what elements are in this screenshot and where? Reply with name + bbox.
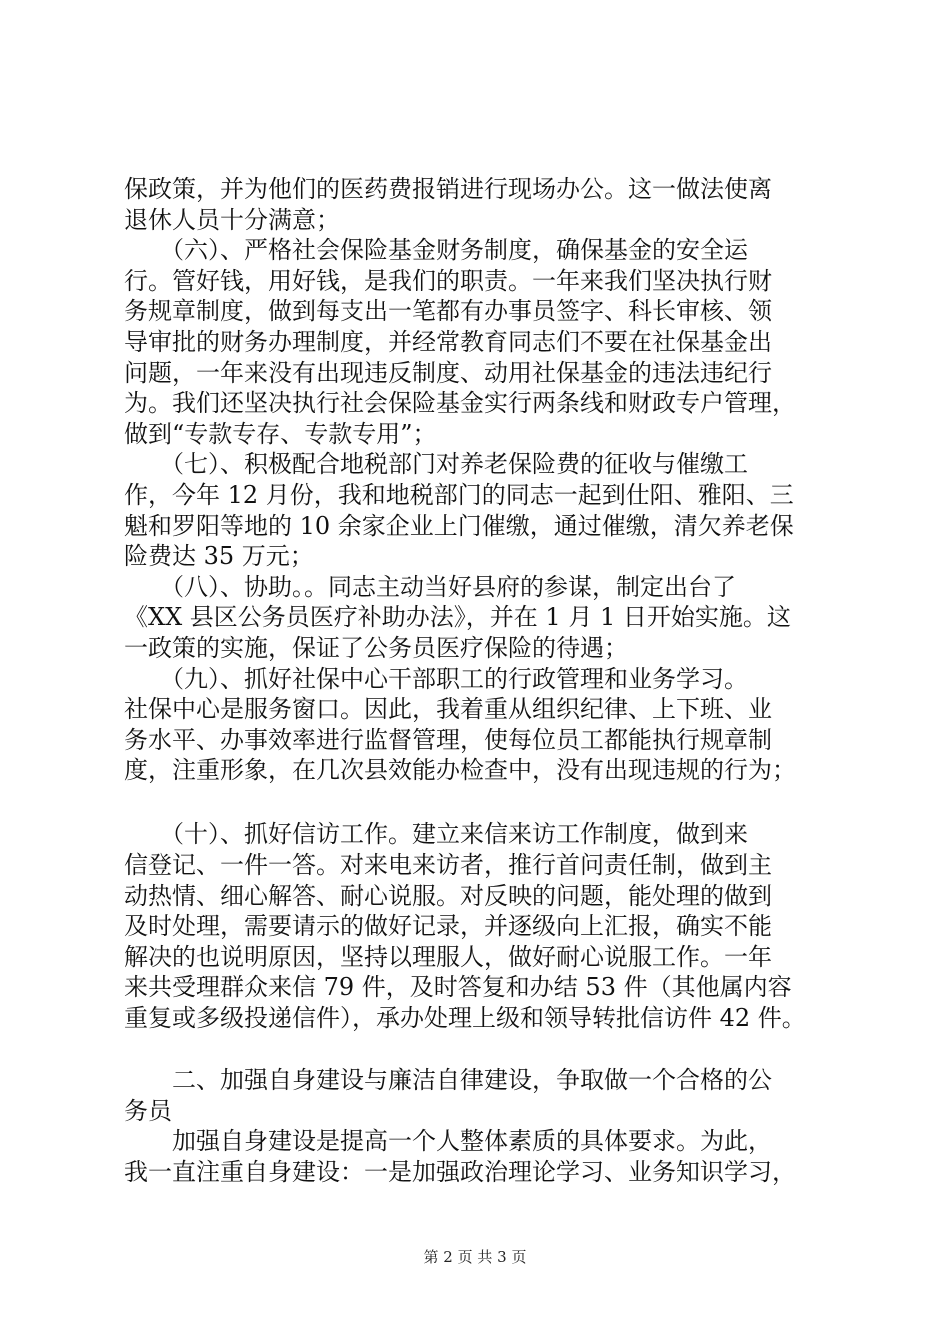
- text-line: 度，注重形象，在几次县效能办检查中，没有出现违规的行为；: [124, 756, 796, 784]
- text-line: 魁和罗阳等地的 10 余家企业上门催缴，通过催缴，清欠养老保: [124, 512, 794, 540]
- text-line: （八）、协助。。同志主动当好县府的参谋，制定出台了: [124, 573, 736, 601]
- text-line: （七）、积极配合地税部门对养老保险费的征收与催缴工: [124, 450, 748, 478]
- heading-line: 二、加强自身建设与廉洁自律建设，争取做一个合格的公: [124, 1066, 772, 1094]
- text-line: 信登记、一件一答。对来电来访者，推行首问责任制，做到主: [124, 851, 772, 879]
- text-line: 动热情、细心解答、耐心说服。对反映的问题，能处理的做到: [124, 882, 772, 910]
- text-line: 重复或多级投递信件），承办处理上级和领导转批信访件 42 件。: [124, 1004, 806, 1032]
- text-line: 行。管好钱，用好钱，是我们的职责。一年来我们坚决执行财: [124, 267, 772, 295]
- text-line: 社保中心是服务窗口。因此，我着重从组织纪律、上下班、业: [124, 695, 772, 723]
- text-line: 加强自身建设是提高一个人整体素质的具体要求。为此，: [124, 1127, 772, 1155]
- text-line: 问题，一年来没有出现违反制度、动用社保基金的违法违纪行: [124, 359, 772, 387]
- page-footer: 第 2 页 共 3 页: [423, 1248, 527, 1266]
- text-line: 《XX 县区公务员医疗补助办法》，并在 1 月 1 日开始实施。这: [124, 603, 791, 631]
- text-line: 退休人员十分满意；: [124, 206, 340, 234]
- text-line: （十）、抓好信访工作。建立来信来访工作制度，做到来: [124, 820, 748, 848]
- text-line: （六）、严格社会保险基金财务制度，确保基金的安全运: [124, 236, 748, 264]
- text-line: （九）、抓好社保中心干部职工的行政管理和业务学习。: [124, 665, 748, 693]
- text-line: 作，今年 12 月份，我和地税部门的同志一起到仕阳、雅阳、三: [124, 481, 794, 509]
- text-line: 解决的也说明原因，坚持以理服人，做好耐心说服工作。一年: [124, 943, 772, 971]
- text-line: 我一直注重自身建设：一是加强政治理论学习、业务知识学习，: [124, 1158, 796, 1186]
- heading-line: 务员: [124, 1097, 172, 1125]
- text-line: 为。我们还坚决执行社会保险基金实行两条线和财政专户管理，: [124, 389, 796, 417]
- text-line: 一政策的实施，保证了公务员医疗保险的待遇；: [124, 634, 628, 662]
- text-line: 来共受理群众来信 79 件，及时答复和办结 53 件（其他属内容: [124, 973, 792, 1001]
- text-line: 险费达 35 万元；: [124, 542, 314, 570]
- text-line: 保政策，并为他们的医药费报销进行现场办公。这一做法使离: [124, 175, 772, 203]
- text-line: 导审批的财务办理制度，并经常教育同志们不要在社保基金出: [124, 328, 772, 356]
- text-line: 及时处理，需要请示的做好记录，并逐级向上汇报，确实不能: [124, 912, 772, 940]
- text-line: 做到“专款专存、专款专用”；: [124, 420, 437, 448]
- text-line: 务水平、办事效率进行监督管理，使每位员工都能执行规章制: [124, 726, 772, 754]
- text-line: 务规章制度，做到每支出一笔都有办事员签字、科长审核、领: [124, 297, 772, 325]
